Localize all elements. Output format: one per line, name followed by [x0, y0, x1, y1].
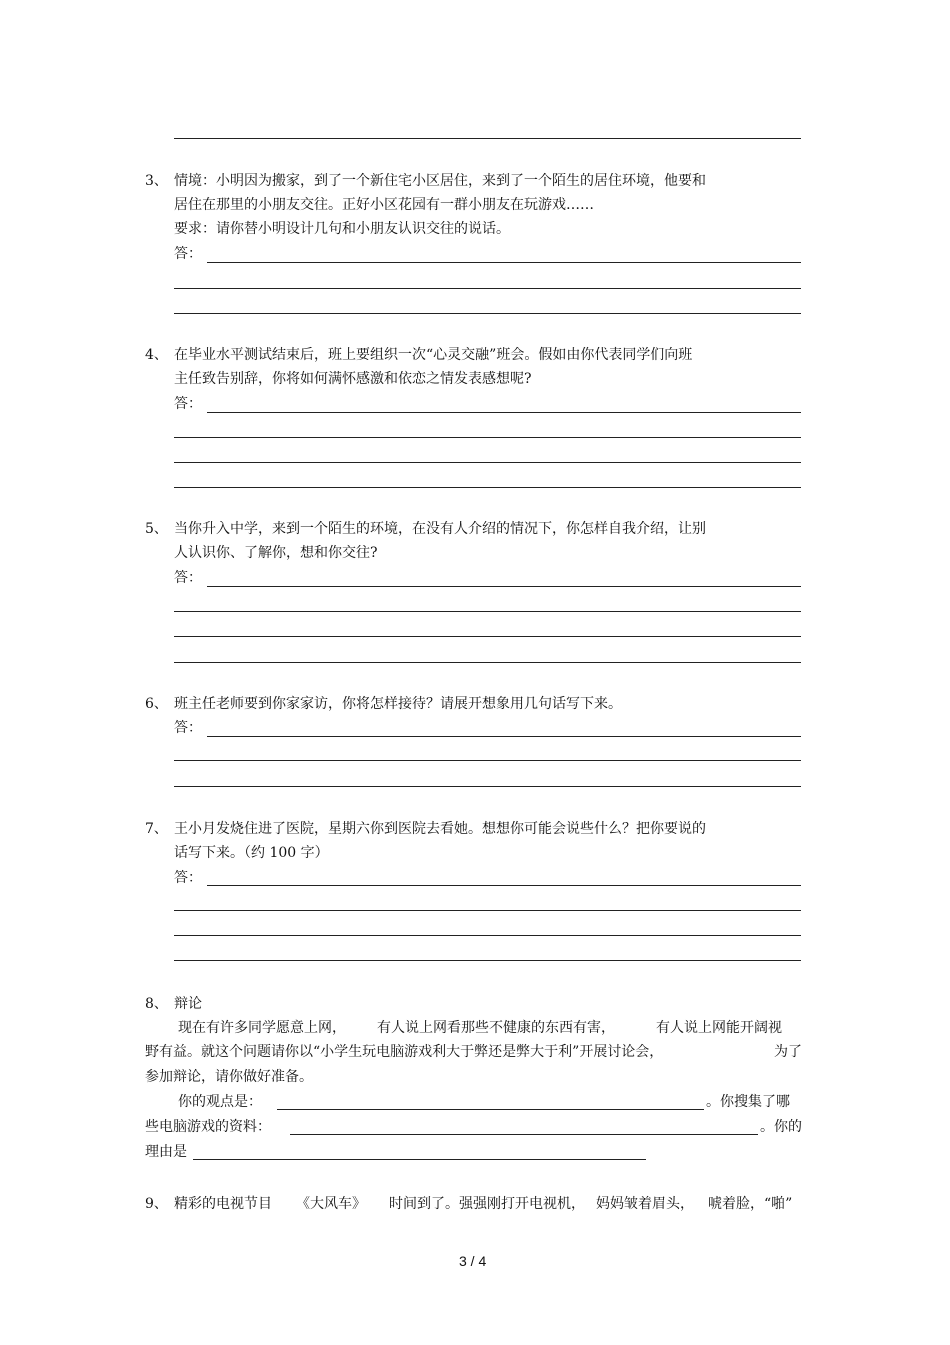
debate-text: 为了 [774, 1044, 802, 1060]
answer-line[interactable] [174, 462, 801, 463]
question-text: 《大风车》 [296, 1196, 366, 1212]
question-text-line: 居住在那里的小朋友交往。正好小区花园有一群小朋友在玩游戏…… [174, 197, 594, 213]
question-text: 唬着脸，“啪” [708, 1196, 793, 1212]
materials-label: 些电脑游戏的资料： [145, 1119, 271, 1135]
answer-line[interactable] [207, 262, 801, 263]
question-number: 7、 [145, 821, 168, 837]
question-text-line: 情境：小明因为搬家，到了一个新住宅小区居住，来到了一个陌生的居住环境，他要和 [174, 173, 706, 189]
answer-line[interactable] [207, 412, 801, 413]
answer-line[interactable] [174, 910, 801, 911]
question-text-line: 主任致告别辞，你将如何满怀感激和依恋之情发表感想呢? [174, 371, 532, 387]
answer-line[interactable] [174, 611, 801, 612]
viewpoint-label: 你的观点是： [178, 1094, 262, 1110]
reason-label: 理由是 [145, 1144, 187, 1160]
viewpoint-input-line[interactable] [277, 1109, 704, 1110]
answer-line[interactable] [207, 885, 801, 886]
question-text-line: 要求：请你替小明设计几句和小朋友认识交往的说话。 [174, 221, 510, 237]
answer-label: 答： [174, 570, 202, 586]
materials-input-line[interactable] [290, 1134, 758, 1135]
debate-text: 现在有许多同学愿意上网， [178, 1020, 346, 1036]
question-text: 时间到了。强强刚打开电视机， [389, 1196, 585, 1212]
question-text-line: 当你升入中学，来到一个陌生的环境，在没有人介绍的情况下，你怎样自我介绍，让别 [174, 521, 706, 537]
page-number: 3 / 4 [459, 1253, 487, 1269]
answer-line[interactable] [174, 786, 801, 787]
answer-line[interactable] [174, 313, 801, 314]
answer-label: 答： [174, 396, 202, 412]
answer-line[interactable] [174, 662, 801, 663]
debate-text: 参加辩论，请你做好准备。 [145, 1069, 313, 1085]
answer-line[interactable] [174, 760, 801, 761]
question-number: 5、 [145, 521, 168, 537]
answer-line[interactable] [174, 138, 801, 139]
question-number: 6、 [145, 696, 168, 712]
answer-line[interactable] [174, 437, 801, 438]
question-text-line: 话写下来。（约 100 字） [174, 845, 329, 861]
question-text: 妈妈皱着眉头， [596, 1196, 694, 1212]
answer-line[interactable] [207, 586, 801, 587]
answer-label: 答： [174, 246, 202, 262]
answer-label: 答： [174, 870, 202, 886]
question-text: 精彩的电视节目 [174, 1196, 272, 1212]
question-number: 8、 [145, 996, 168, 1012]
answer-line[interactable] [174, 960, 801, 961]
question-number: 3、 [145, 173, 168, 189]
debate-text: 有人说上网看那些不健康的东西有害， [377, 1020, 615, 1036]
materials-after: 。你的 [760, 1119, 802, 1135]
question-number: 4、 [145, 347, 168, 363]
debate-text: 野有益。就这个问题请你以“小学生玩电脑游戏利大于弊还是弊大于利”开展讨论会， [145, 1044, 664, 1060]
question-text-line: 人认识你、了解你，想和你交往? [174, 545, 378, 561]
answer-line[interactable] [174, 636, 801, 637]
answer-line[interactable] [174, 935, 801, 936]
question-text-line: 在毕业水平测试结束后，班上要组织一次“心灵交融”班会。假如由你代表同学们向班 [174, 347, 693, 363]
debate-text: 有人说上网能开阔视 [656, 1020, 782, 1036]
answer-line[interactable] [207, 736, 801, 737]
viewpoint-after: 。你搜集了哪 [706, 1094, 790, 1110]
answer-line[interactable] [174, 288, 801, 289]
question-text-line: 班主任老师要到你家家访，你将怎样接待？请展开想象用几句话写下来。 [174, 696, 622, 712]
reason-input-line[interactable] [193, 1159, 646, 1160]
question-number: 9、 [145, 1196, 168, 1212]
answer-label: 答： [174, 720, 202, 736]
question-text-line: 王小月发烧住进了医院，星期六你到医院去看她。想想你可能会说些什么？把你要说的 [174, 821, 706, 837]
debate-title: 辩论 [174, 996, 202, 1012]
answer-line[interactable] [174, 487, 801, 488]
